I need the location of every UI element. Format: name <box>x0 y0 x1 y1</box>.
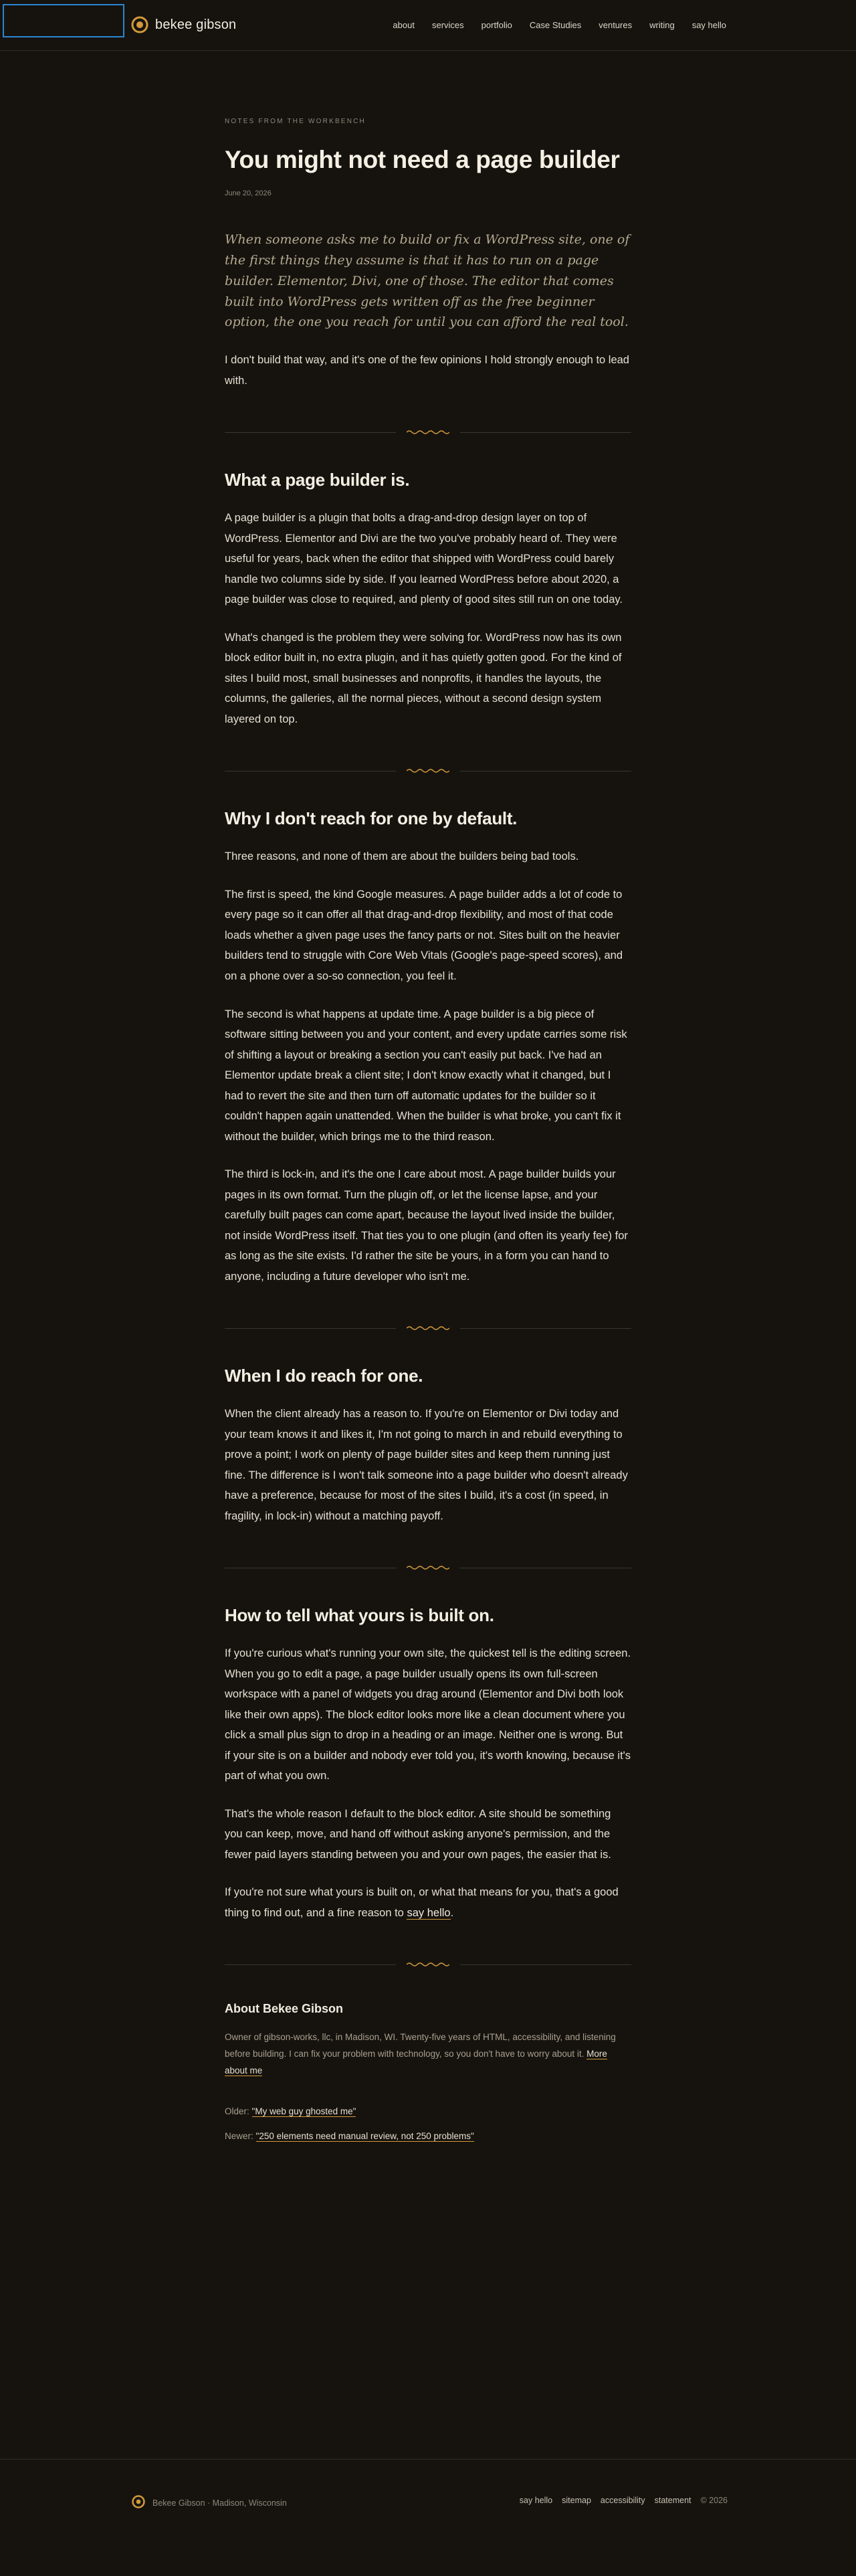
section-heading: What a page builder is. <box>225 470 410 490</box>
footer-statement-link[interactable]: statement <box>654 2496 691 2505</box>
body-paragraph: When the client already has a reason to. If you're on Elementor or Divi today and your team knows it and likes it, I'm not going to march in and rebuild everything to prove a point; I work on plenty of page builder sites and keep them running just fine. The difference is I won't talk someone into a page builder who doesn't already have a preference, because for most of the sites I build, it's a cost (in speed, in fragility, in lock-in) without a matching payoff. <box>225 1408 628 1522</box>
wave-divider-icon <box>407 767 449 775</box>
sun-logo-icon <box>131 15 148 35</box>
body-paragraph: The first is speed, the kind Google measures. A page builder adds a lot of code to every page so it can offer all that drag-and-drop flexibility, and most of that code loads whether a given page uses the fancy parts or not. Sites built on the heavier builders tend to struggle with Core Web Vitals (Google's page-speed scores), and on a phone over a so-so connection, you feel it. <box>225 888 623 982</box>
main-nav <box>390 19 729 31</box>
wave-divider-icon <box>407 1564 449 1572</box>
brand-home-link[interactable] <box>131 15 236 35</box>
footer-say-hello-link[interactable]: say hello <box>519 2496 553 2505</box>
footer-credit-text: Bekee Gibson · Madison, Wisconsin <box>152 2498 287 2508</box>
intro-paragraph: I don't build that way, and it's one of the few opinions I hold strongly enough to lead with. <box>225 354 629 387</box>
body-paragraph: What's changed is the problem they were solving for. WordPress now has its own block editor built in, no extra plugin, and it has quietly gotten good. For the kind of sites I build most, small businesses and nonprofits, it handles the layouts, the columns, the galleries, all the normal pieces, without a second design system layered on top. <box>225 631 622 725</box>
article <box>225 118 631 2141</box>
body-paragraph: Three reasons, and none of them are about the builders being bad tools. <box>225 850 579 863</box>
nav-services[interactable]: services <box>431 20 464 30</box>
footer-links <box>520 2496 728 2505</box>
section-divider <box>225 1324 631 1332</box>
wave-divider-icon <box>407 1324 449 1332</box>
footer-credit <box>131 2494 287 2511</box>
nav-writing[interactable]: writing <box>649 20 675 30</box>
copyright: © 2026 <box>700 2496 728 2505</box>
divider-rule <box>225 1328 396 1329</box>
body-paragraph: The third is lock-in, and it's the one I care about most. A page builder builds your pages in its own format. Turn the plugin off, or let the license lapse, and your carefully built pages can come apart, because the layout lived inside the builder, not inside WordPress itself. That ties you to one plugin (and often its yearly fee) for as long as the site exists. I'd rather the site be yours, in a form you can hand to anyone, including a future developer who isn't me. <box>225 1168 628 1283</box>
about-bio <box>225 2029 631 2080</box>
footer-logo-link[interactable] <box>131 2494 146 2511</box>
footer-accessibility-link[interactable]: accessibility <box>600 2496 645 2505</box>
newer-label: Newer: <box>225 2131 253 2142</box>
nav-portfolio[interactable]: portfolio <box>481 20 512 30</box>
say-hello-link[interactable]: say hello <box>407 1906 451 1919</box>
body-paragraph: That's the whole reason I default to the block editor. A site should be something you can keep, move, and hand off without asking anyone's permission, and the fewer paid layers standing between you and your own pages, the easier that is. <box>225 1807 611 1861</box>
site-footer <box>0 2459 856 2576</box>
divider-rule <box>225 1964 396 1965</box>
closing-paragraph <box>225 1882 631 1923</box>
nav-ventures[interactable]: ventures <box>599 20 633 30</box>
nav-say-hello[interactable]: say hello <box>691 20 726 30</box>
footer-sitemap-link[interactable]: sitemap <box>562 2496 591 2505</box>
divider-rule <box>225 432 396 433</box>
section-divider <box>225 1564 631 1572</box>
about-heading: About Bekee Gibson <box>225 2002 344 2016</box>
newer-post <box>225 2131 631 2141</box>
section-divider <box>225 428 631 436</box>
section-heading: Why I don't reach for one by default. <box>225 808 518 829</box>
closing-end: . <box>450 1906 454 1919</box>
lede: When someone asks me to build or fix a WordPress site, one of the first things they assume is that it has to run on a page builder. Elementor, Divi, one of those. The editor that comes built into WordPress gets written off as the free beginner option, the one you reach for until you can afford the real tool. <box>225 232 630 330</box>
sun-logo-icon <box>131 2494 146 2509</box>
eyebrow: NOTES FROM THE WORKBENCH <box>225 118 366 125</box>
body-paragraph: If you're curious what's running your own site, the quickest tell is the editing screen. When you go to edit a page, a page builder usually opens its own full-screen workspace with a panel of widgets you drag around (Elementor and Divi both look like their own apps). The block editor looks more like a clean document where you click a small plus sign to drop in a heading or an image. Neither one is wrong. But if your site is on a builder and nobody ever told you, it's worth knowing, because it's part of what you own. <box>225 1647 631 1782</box>
post-date: June 20, 2026 <box>225 189 272 198</box>
section-divider <box>225 1960 631 1968</box>
about-text: Owner of gibson-works, llc, in Madison, WI. Twenty-five years of HTML, accessibility, and listening before building. I can fix your problem with technology, so you don't have to worry about it. <box>225 2032 616 2059</box>
wave-divider-icon <box>407 1960 449 1968</box>
nav-case-studies[interactable]: Case Studies <box>529 20 582 30</box>
older-post-link[interactable]: "My web guy ghosted me" <box>251 2106 356 2117</box>
divider-rule <box>460 1328 631 1329</box>
divider-rule <box>460 432 631 433</box>
newer-post-link[interactable]: "250 elements need manual review, not 250 problems" <box>255 2131 474 2142</box>
closing-text: If you're not sure what yours is built on, or what that means for you, that's a good thing to find out, and a fine reason to <box>225 1886 619 1919</box>
more-about-me-link[interactable]: More about me <box>225 2049 607 2076</box>
body-paragraph: A page builder is a plugin that bolts a drag-and-drop design layer on top of WordPress. Elementor and Divi are the two you've probably heard of. They were useful for years, back when the editor that shipped with WordPress could barely handle two columns side by side. If you learned WordPress before about 2020, a page builder was close to required, and plenty of good sites still run on one today. <box>225 512 623 606</box>
section-heading: How to tell what yours is built on. <box>225 1605 494 1626</box>
section-heading: When I do reach for one. <box>225 1366 423 1386</box>
nav-about[interactable]: about <box>393 20 415 30</box>
site-header <box>0 0 856 51</box>
skip-to-content-link[interactable] <box>3 4 124 37</box>
page-title: You might not need a page builder <box>225 146 620 173</box>
wave-divider-icon <box>407 428 449 436</box>
older-post <box>225 2106 631 2116</box>
section-divider <box>225 767 631 775</box>
brand-name: bekee gibson <box>155 17 237 32</box>
older-label: Older: <box>225 2106 249 2117</box>
divider-rule <box>460 1964 631 1965</box>
body-paragraph: The second is what happens at update time. A page builder is a big piece of software sitting between you and your content, and every update carries some risk of shifting a layout or breaking a section you can't easily put back. I've had an Elementor update break a client site; I don't know exactly what it changed, but I had to revert the site and then turn off automatic updates for the builder so it couldn't happen again unattended. When the builder is what broke, you can't fix it without the builder, which brings me to the third reason. <box>225 1008 627 1143</box>
